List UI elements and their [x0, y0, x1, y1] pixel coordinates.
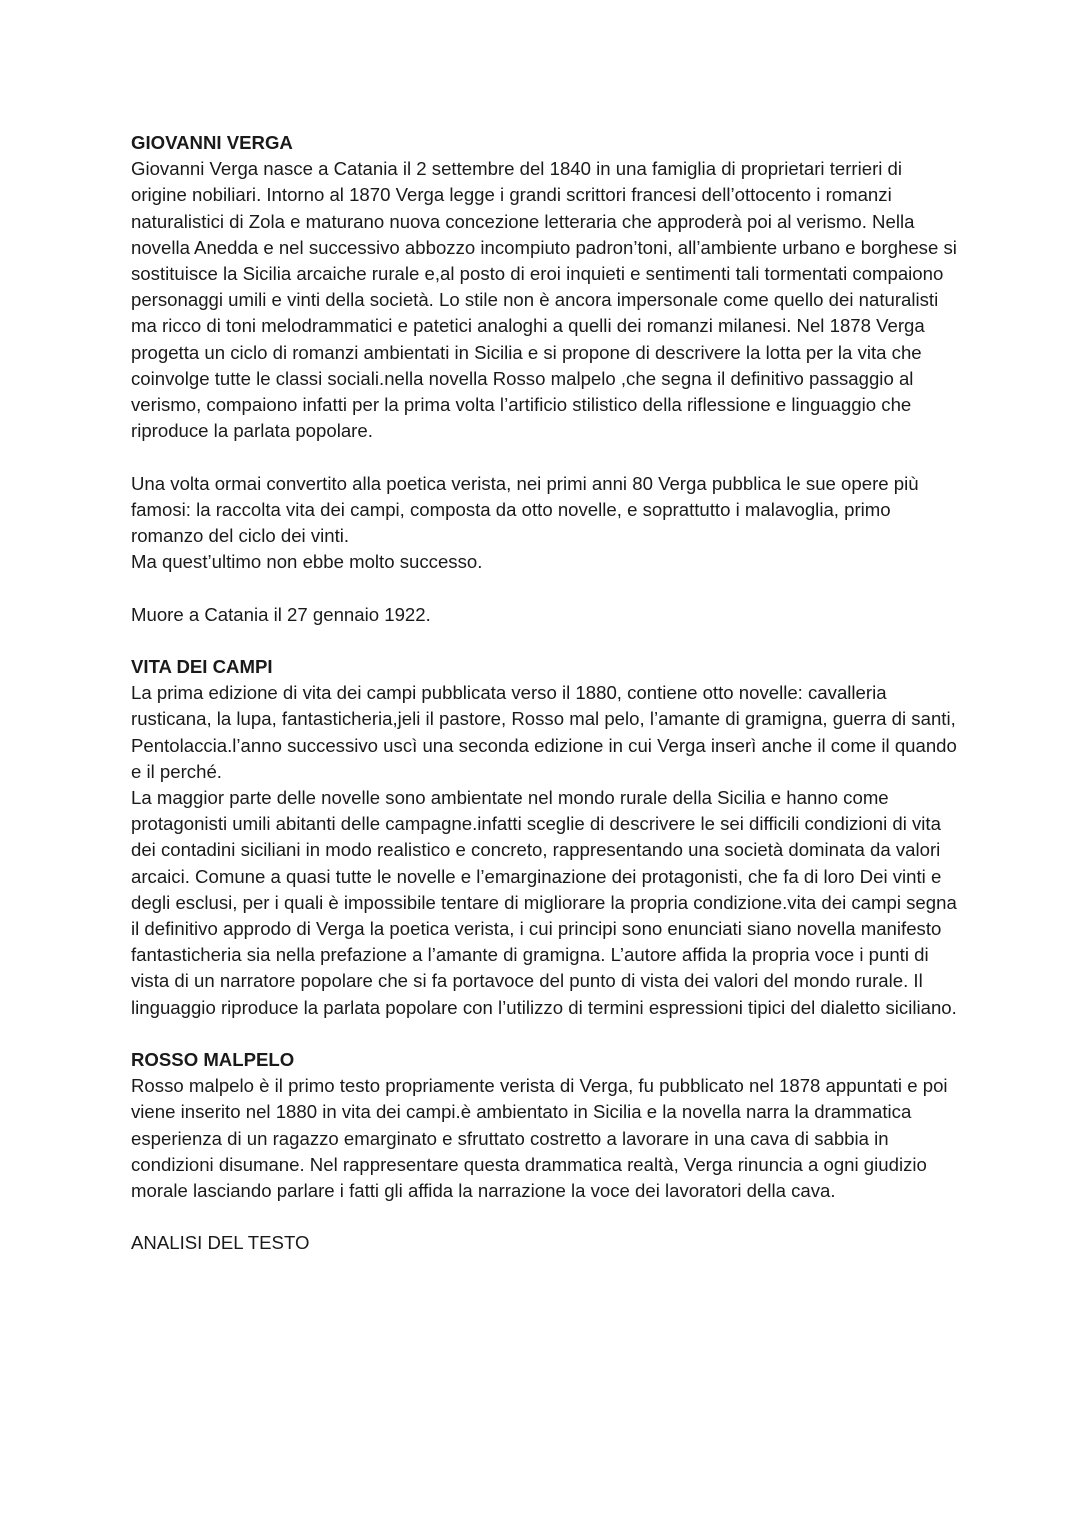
paragraph-verga-works: Una volta ormai convertito alla poetica verista, nei primi anni 80 Verga pubblica le sue opere più famosi: la raccolta vita dei campi, composta da otto novelle, e soprattutto i malavoglia, primo romanzo del ciclo dei vinti. [131, 472, 919, 547]
paragraph-gap [131, 628, 961, 654]
heading-giovanni-verga: GIOVANNI VERGA [131, 132, 293, 153]
paragraph-rosso-summary: Rosso malpelo è il primo testo propriamente verista di Verga, fu pubblicato nel 1878 appuntati e poi viene inserito nel 1880 in vita dei campi.è ambientato in Sicilia e la novella narra la drammatica esperienza di un ragazzo emarginato e sfruttato costretto a lavorare in una cava di sabbia in condizioni disumane. Nel rappresentare questa drammatica realtà, Verga rinuncia a ogni giudizio morale lasciando parlare i fatti gli affida la narrazione la voce dei lavoratori della cava. [131, 1075, 948, 1202]
paragraph-verga-biography: Giovanni Verga nasce a Catania il 2 settembre del 1840 in una famiglia di proprietari terrieri di origine nobiliari. Intorno al 1870 Verga legge i grandi scrittori francesi dell’ottocento i romanzi naturalistici di Zola e maturano nuova concezione letteraria che approderà poi al verismo. Nella novella Anedda e nel successivo abbozzo incompiuto padron’toni, all’ambiente urbano e borghese si sostituisce la Sicilia arcaiche rurale e,al posto di eroi inquieti e sentimenti tali tormentati compaiono personaggi umili e vinti della società. Lo stile non è ancora impersonale come quello dei naturalisti ma ricco di toni melodrammatici e patetici analoghi a quelli dei romanzi milanesi. Nel 1878 Verga progetta un ciclo di romanzi ambientati in Sicilia e si propone di descrivere la lotta per la vita che coinvolge tutte le classi sociali.nella novella Rosso malpelo ,che segna il definitivo passaggio al verismo, compaiono infatti per la prima volta l’artificio stilistico della riflessione e linguaggio che riproduce la parlata popolare. [131, 158, 957, 442]
heading-vita-dei-campi: VITA DEI CAMPI [131, 656, 273, 678]
paragraph-gap [131, 1204, 961, 1230]
paragraph-gap [131, 575, 961, 601]
label-analisi-del-testo: ANALISI DEL TESTO [131, 1232, 310, 1254]
paragraph-verga-death: Muore a Catania il 27 gennaio 1922. [131, 603, 431, 625]
paragraph-gap [131, 1021, 961, 1047]
heading-rosso-malpelo: ROSSO MALPELO [131, 1049, 295, 1071]
paragraph-vita-themes: La maggior parte delle novelle sono ambientate nel mondo rurale della Sicilia e hanno come protagonisti umili abitanti delle campagne.infatti sceglie di descrivere le sei difficili condizioni di vita dei contadini siciliani in modo realistico e concreto, rappresentando una società dominata da valori arcaici. Comune a quasi tutte le novelle e l’emarginazione dei protagonisti, che fa di loro Dei vinti e degli esclusi, per i quali è impossibile tentare di migliorare la propria condizione.vita dei campi segna il definitivo approdo di Verga la poetica verista, i cui principi sono enunciati siano novella manifesto fantasticheria sia nella prefazione a l’amante di gramigna. L’autore affida la propria voce i punti di vista di un narratore popolare che si fa portavoce del punto di vista dei valori del mondo rurale. Il linguaggio riproduce la parlata popolare con l’utilizzo di termini espressioni tipici del dialetto siciliano. [131, 787, 957, 1018]
paragraph-gap [131, 444, 961, 470]
paragraph-verga-success: Ma quest’ultimo non ebbe molto successo. [131, 551, 483, 573]
paragraph-vita-edition: La prima edizione di vita dei campi pubblicata verso il 1880, contiene otto novelle: cavalleria rusticana, la lupa, fantasticheria,jeli il pastore, Rosso mal pelo, l’amante di gramigna, guerra di santi, Pentolaccia.l’anno successivo uscì una seconda edizione in cui Verga inserì anche il come il quando e il perché. [131, 682, 957, 782]
document-page [131, 130, 961, 1257]
